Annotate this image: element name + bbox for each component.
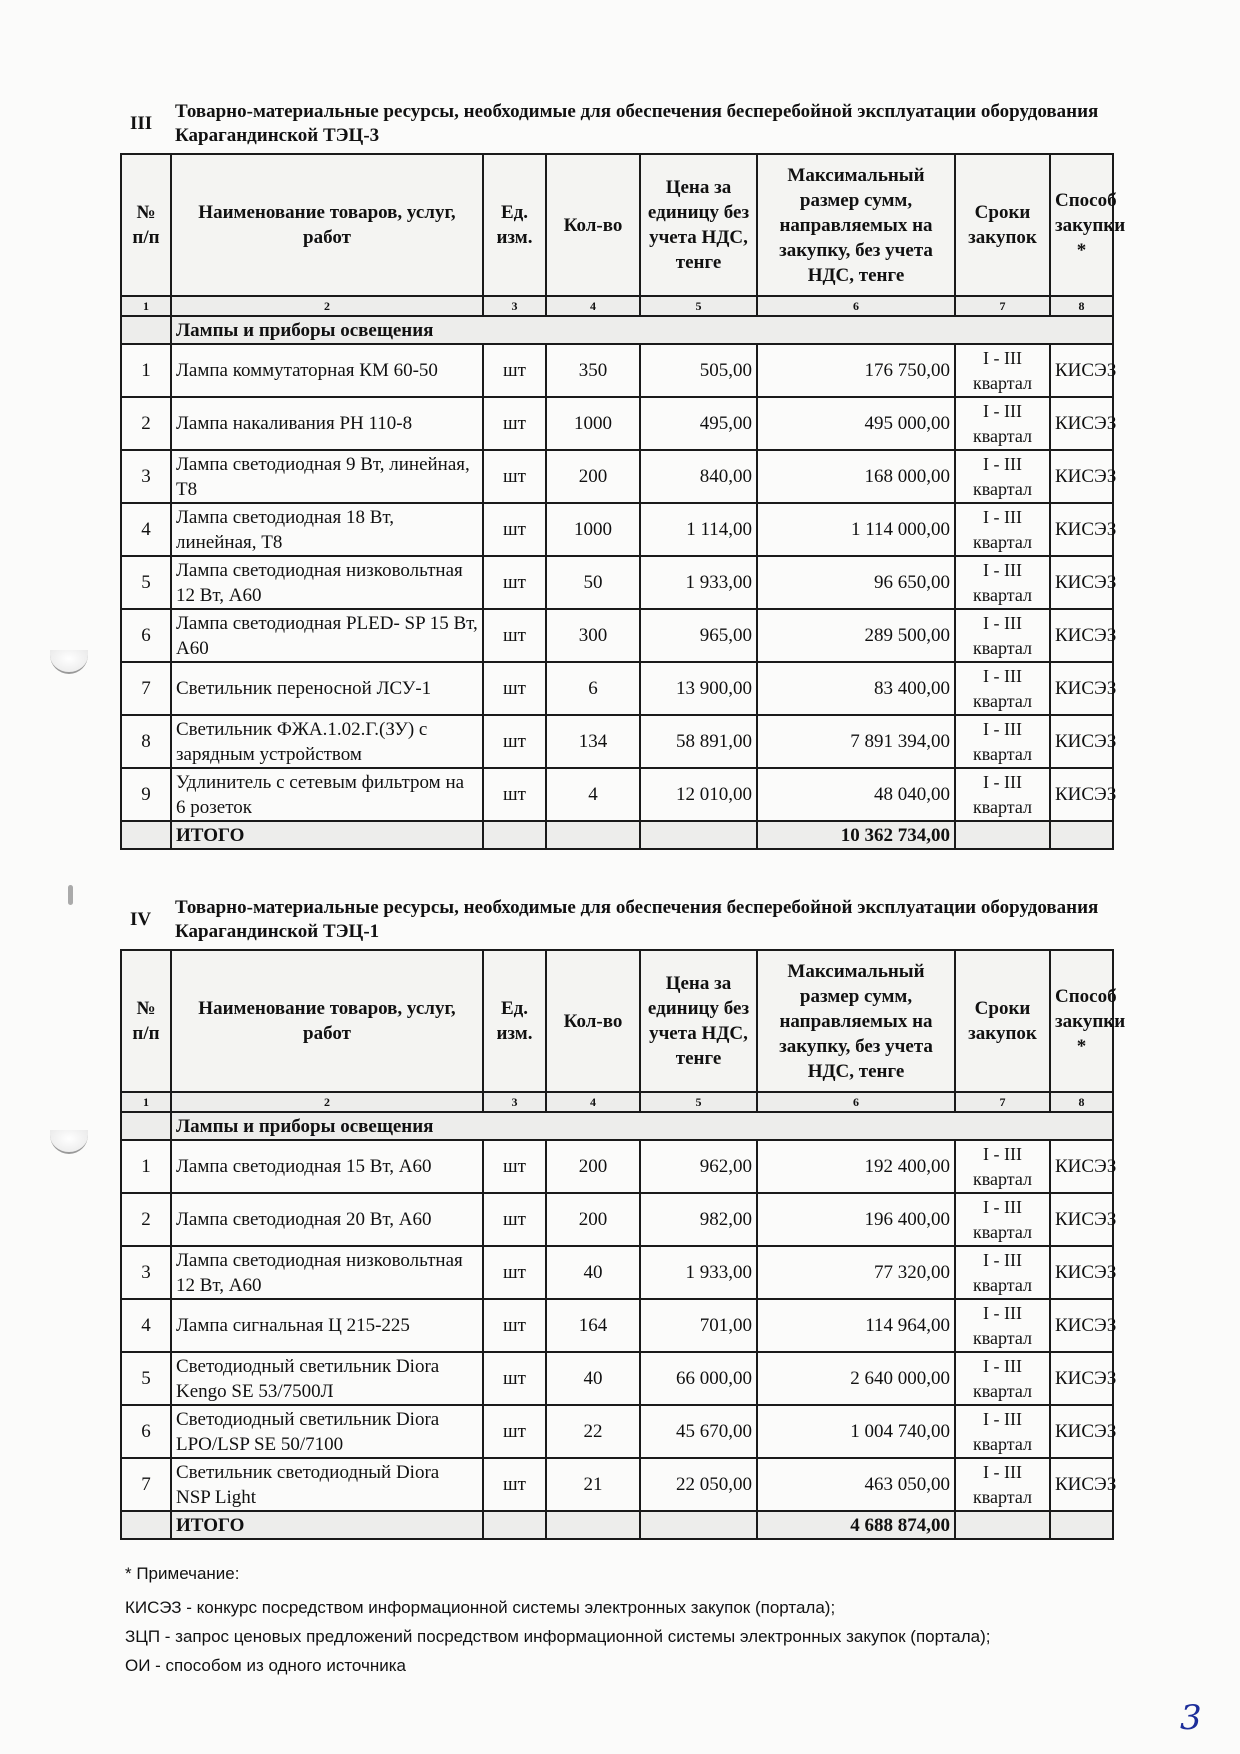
col-header-method: Способ закупки * bbox=[1050, 950, 1113, 1092]
item-term: I - III квартал bbox=[955, 609, 1050, 662]
item-max-sum: 77 320,00 bbox=[757, 1246, 955, 1299]
col-number: 7 bbox=[955, 296, 1050, 316]
section-title: Товарно-материальные ресурсы, необходимые для обеспечения бесперебойной эксплуатации оборудования Карагандинской ТЭЦ-3 bbox=[175, 101, 1099, 146]
item-quantity: 6 bbox=[546, 662, 640, 715]
item-unit-price: 22 050,00 bbox=[640, 1458, 757, 1511]
item-unit: шт bbox=[483, 503, 546, 556]
item-unit: шт bbox=[483, 556, 546, 609]
item-method: КИСЭЗ bbox=[1050, 662, 1113, 715]
item-term: I - III квартал bbox=[955, 1140, 1050, 1193]
item-unit-price: 1 933,00 bbox=[640, 1246, 757, 1299]
item-unit: шт bbox=[483, 768, 546, 821]
group-row bbox=[121, 316, 1113, 344]
item-method: КИСЭЗ bbox=[1050, 768, 1113, 821]
col-number: 5 bbox=[640, 296, 757, 316]
table-row bbox=[121, 1140, 1113, 1193]
table-row bbox=[121, 1246, 1113, 1299]
item-max-sum: 114 964,00 bbox=[757, 1299, 955, 1352]
row-number: 8 bbox=[121, 715, 171, 768]
row-number: 7 bbox=[121, 662, 171, 715]
item-name: Лампа светодиодная 20 Вт, А60 bbox=[171, 1193, 483, 1246]
item-unit: шт bbox=[483, 1458, 546, 1511]
item-unit-price: 505,00 bbox=[640, 344, 757, 397]
item-method: КИСЭЗ bbox=[1050, 1193, 1113, 1246]
item-unit: шт bbox=[483, 715, 546, 768]
item-unit-price: 840,00 bbox=[640, 450, 757, 503]
total-value: 4 688 874,00 bbox=[757, 1511, 955, 1539]
row-number: 2 bbox=[121, 397, 171, 450]
col-number: 4 bbox=[546, 296, 640, 316]
item-name: Светодиодный светильник Diora Kengo SE 53/7500Л bbox=[171, 1352, 483, 1405]
item-quantity: 1000 bbox=[546, 503, 640, 556]
col-header-unit: Ед. изм. bbox=[483, 154, 546, 296]
section-number: IV bbox=[130, 909, 152, 930]
item-max-sum: 495 000,00 bbox=[757, 397, 955, 450]
binder-hole-icon bbox=[50, 1130, 88, 1154]
col-number: 1 bbox=[121, 1092, 171, 1112]
group-row bbox=[121, 1112, 1113, 1140]
item-method: КИСЭЗ bbox=[1050, 715, 1113, 768]
row-number: 4 bbox=[121, 1299, 171, 1352]
col-header-name: Наименование товаров, услуг, работ bbox=[171, 154, 483, 296]
table-row bbox=[121, 1299, 1113, 1352]
item-quantity: 200 bbox=[546, 450, 640, 503]
table-row bbox=[121, 503, 1113, 556]
table-row bbox=[121, 609, 1113, 662]
item-name: Светильник переносной ЛСУ-1 bbox=[171, 662, 483, 715]
item-term: I - III квартал bbox=[955, 1246, 1050, 1299]
table-row bbox=[121, 1405, 1113, 1458]
col-header-qty: Кол-во bbox=[546, 950, 640, 1092]
row-number: 1 bbox=[121, 1140, 171, 1193]
item-unit: шт bbox=[483, 450, 546, 503]
item-max-sum: 463 050,00 bbox=[757, 1458, 955, 1511]
item-name: Светодиодный светильник Diora LPO/LSP SE 50/7100 bbox=[171, 1405, 483, 1458]
col-number: 5 bbox=[640, 1092, 757, 1112]
item-name: Лампа коммутаторная КМ 60-50 bbox=[171, 344, 483, 397]
col-number: 7 bbox=[955, 1092, 1050, 1112]
item-max-sum: 289 500,00 bbox=[757, 609, 955, 662]
table-row bbox=[121, 715, 1113, 768]
column-number-row bbox=[121, 296, 1113, 316]
item-term: I - III квартал bbox=[955, 1299, 1050, 1352]
staple-mark bbox=[68, 885, 73, 905]
item-term: I - III квартал bbox=[955, 556, 1050, 609]
col-header-price: Цена за единицу без учета НДС, тенге bbox=[640, 154, 757, 296]
col-number: 3 bbox=[483, 296, 546, 316]
item-unit: шт bbox=[483, 344, 546, 397]
table-row bbox=[121, 1193, 1113, 1246]
item-name: Лампа светодиодная PLED- SP 15 Вт, А60 bbox=[171, 609, 483, 662]
notes-heading: * Примечание: bbox=[125, 1564, 240, 1583]
col-header-num: № п/п bbox=[121, 950, 171, 1092]
item-unit-price: 701,00 bbox=[640, 1299, 757, 1352]
item-name: Удлинитель с сетевым фильтром на 6 розеток bbox=[171, 768, 483, 821]
page-number: 3 bbox=[1180, 1698, 1202, 1738]
col-header-price: Цена за единицу без учета НДС, тенге bbox=[640, 950, 757, 1092]
item-name: Лампа накаливания РН 110-8 bbox=[171, 397, 483, 450]
item-name: Светильник светодиодный Diora NSP Light bbox=[171, 1458, 483, 1511]
item-quantity: 40 bbox=[546, 1246, 640, 1299]
total-label: ИТОГО bbox=[171, 1511, 483, 1539]
item-unit-price: 982,00 bbox=[640, 1193, 757, 1246]
col-header-term: Сроки закупок bbox=[955, 154, 1050, 296]
row-number: 9 bbox=[121, 768, 171, 821]
item-unit: шт bbox=[483, 1352, 546, 1405]
item-unit-price: 66 000,00 bbox=[640, 1352, 757, 1405]
item-quantity: 4 bbox=[546, 768, 640, 821]
item-quantity: 300 bbox=[546, 609, 640, 662]
item-max-sum: 48 040,00 bbox=[757, 768, 955, 821]
col-header-term: Сроки закупок bbox=[955, 950, 1050, 1092]
col-header-method: Способ закупки * bbox=[1050, 154, 1113, 296]
total-value: 10 362 734,00 bbox=[757, 821, 955, 849]
item-max-sum: 168 000,00 bbox=[757, 450, 955, 503]
procurement-table-iv bbox=[120, 949, 1126, 1540]
item-term: I - III квартал bbox=[955, 450, 1050, 503]
item-quantity: 200 bbox=[546, 1140, 640, 1193]
table-row bbox=[121, 662, 1113, 715]
note-line: ЗЦП - запрос ценовых предложений посредством информационной системы электронных закупок (портала); bbox=[125, 1627, 991, 1646]
col-header-num: № п/п bbox=[121, 154, 171, 296]
item-unit: шт bbox=[483, 1299, 546, 1352]
row-number: 4 bbox=[121, 503, 171, 556]
row-number: 6 bbox=[121, 609, 171, 662]
item-name: Лампа светодиодная низковольтная 12 Вт, А60 bbox=[171, 556, 483, 609]
total-row bbox=[121, 1511, 1113, 1539]
table-row bbox=[121, 344, 1113, 397]
section-title: Товарно-материальные ресурсы, необходимые для обеспечения бесперебойной эксплуатации оборудования Карагандинской ТЭЦ-1 bbox=[175, 897, 1099, 942]
item-name: Светильник ФЖА.1.02.Г.(ЗУ) с зарядным устройством bbox=[171, 715, 483, 768]
item-max-sum: 2 640 000,00 bbox=[757, 1352, 955, 1405]
section-header-iv bbox=[130, 896, 1130, 944]
item-unit: шт bbox=[483, 662, 546, 715]
col-number: 8 bbox=[1050, 1092, 1113, 1112]
item-quantity: 50 bbox=[546, 556, 640, 609]
item-method: КИСЭЗ bbox=[1050, 609, 1113, 662]
item-quantity: 200 bbox=[546, 1193, 640, 1246]
item-method: КИСЭЗ bbox=[1050, 397, 1113, 450]
table-row bbox=[121, 450, 1113, 503]
item-unit-price: 1 933,00 bbox=[640, 556, 757, 609]
row-number: 5 bbox=[121, 556, 171, 609]
item-method: КИСЭЗ bbox=[1050, 556, 1113, 609]
item-term: I - III квартал bbox=[955, 344, 1050, 397]
item-unit: шт bbox=[483, 609, 546, 662]
note-line: ОИ - способом из одного источника bbox=[125, 1656, 406, 1675]
col-number: 2 bbox=[171, 1092, 483, 1112]
item-term: I - III квартал bbox=[955, 397, 1050, 450]
item-unit-price: 965,00 bbox=[640, 609, 757, 662]
item-unit-price: 45 670,00 bbox=[640, 1405, 757, 1458]
row-number: 3 bbox=[121, 1246, 171, 1299]
section-number: III bbox=[130, 113, 153, 134]
item-method: КИСЭЗ bbox=[1050, 1299, 1113, 1352]
footnotes bbox=[125, 1560, 1125, 1681]
item-max-sum: 192 400,00 bbox=[757, 1140, 955, 1193]
item-max-sum: 196 400,00 bbox=[757, 1193, 955, 1246]
item-unit-price: 962,00 bbox=[640, 1140, 757, 1193]
item-method: КИСЭЗ bbox=[1050, 1405, 1113, 1458]
item-term: I - III квартал bbox=[955, 662, 1050, 715]
item-quantity: 1000 bbox=[546, 397, 640, 450]
item-method: КИСЭЗ bbox=[1050, 503, 1113, 556]
item-quantity: 350 bbox=[546, 344, 640, 397]
item-unit: шт bbox=[483, 1246, 546, 1299]
note-line: КИСЭЗ - конкурс посредством информационной системы электронных закупок (портала); bbox=[125, 1598, 836, 1617]
item-unit-price: 13 900,00 bbox=[640, 662, 757, 715]
item-method: КИСЭЗ bbox=[1050, 450, 1113, 503]
col-number: 3 bbox=[483, 1092, 546, 1112]
col-header-max-sum: Максимальный размер сумм, направляемых на закупку, без учета НДС, тенге bbox=[757, 154, 955, 296]
item-term: I - III квартал bbox=[955, 1193, 1050, 1246]
row-number: 7 bbox=[121, 1458, 171, 1511]
item-max-sum: 176 750,00 bbox=[757, 344, 955, 397]
item-term: I - III квартал bbox=[955, 1352, 1050, 1405]
item-unit: шт bbox=[483, 1193, 546, 1246]
item-quantity: 21 bbox=[546, 1458, 640, 1511]
item-max-sum: 1 114 000,00 bbox=[757, 503, 955, 556]
item-name: Лампа сигнальная Ц 215-225 bbox=[171, 1299, 483, 1352]
table-row bbox=[121, 556, 1113, 609]
col-header-name: Наименование товаров, услуг, работ bbox=[171, 950, 483, 1092]
item-max-sum: 7 891 394,00 bbox=[757, 715, 955, 768]
header-row bbox=[121, 950, 1113, 1092]
procurement-table-iii bbox=[120, 153, 1126, 850]
col-number: 4 bbox=[546, 1092, 640, 1112]
table-row bbox=[121, 768, 1113, 821]
item-term: I - III квартал bbox=[955, 715, 1050, 768]
table-row bbox=[121, 397, 1113, 450]
item-quantity: 134 bbox=[546, 715, 640, 768]
item-max-sum: 96 650,00 bbox=[757, 556, 955, 609]
col-header-qty: Кол-во bbox=[546, 154, 640, 296]
group-title: Лампы и приборы освещения bbox=[171, 316, 1113, 344]
item-term: I - III квартал bbox=[955, 1405, 1050, 1458]
col-number: 8 bbox=[1050, 296, 1113, 316]
group-title: Лампы и приборы освещения bbox=[171, 1112, 1113, 1140]
item-method: КИСЭЗ bbox=[1050, 1140, 1113, 1193]
header-row bbox=[121, 154, 1113, 296]
row-number: 6 bbox=[121, 1405, 171, 1458]
row-number: 2 bbox=[121, 1193, 171, 1246]
col-header-unit: Ед. изм. bbox=[483, 950, 546, 1092]
item-unit: шт bbox=[483, 397, 546, 450]
item-method: КИСЭЗ bbox=[1050, 344, 1113, 397]
table-row bbox=[121, 1458, 1113, 1511]
item-term: I - III квартал bbox=[955, 503, 1050, 556]
row-number: 5 bbox=[121, 1352, 171, 1405]
item-quantity: 164 bbox=[546, 1299, 640, 1352]
row-number: 3 bbox=[121, 450, 171, 503]
item-method: КИСЭЗ bbox=[1050, 1352, 1113, 1405]
item-unit-price: 1 114,00 bbox=[640, 503, 757, 556]
item-unit: шт bbox=[483, 1140, 546, 1193]
table-row bbox=[121, 1352, 1113, 1405]
item-name: Лампа светодиодная 9 Вт, линейная, Т8 bbox=[171, 450, 483, 503]
item-name: Лампа светодиодная 18 Вт, линейная, Т8 bbox=[171, 503, 483, 556]
row-number: 1 bbox=[121, 344, 171, 397]
item-max-sum: 83 400,00 bbox=[757, 662, 955, 715]
section-header-iii bbox=[130, 100, 1130, 148]
col-header-max-sum: Максимальный размер сумм, направляемых на закупку, без учета НДС, тенге bbox=[757, 950, 955, 1092]
item-term: I - III квартал bbox=[955, 768, 1050, 821]
total-label: ИТОГО bbox=[171, 821, 483, 849]
item-unit: шт bbox=[483, 1405, 546, 1458]
item-unit-price: 58 891,00 bbox=[640, 715, 757, 768]
column-number-row bbox=[121, 1092, 1113, 1112]
col-number: 6 bbox=[757, 1092, 955, 1112]
item-name: Лампа светодиодная 15 Вт, А60 bbox=[171, 1140, 483, 1193]
col-number: 1 bbox=[121, 296, 171, 316]
col-number: 2 bbox=[171, 296, 483, 316]
item-max-sum: 1 004 740,00 bbox=[757, 1405, 955, 1458]
total-row bbox=[121, 821, 1113, 849]
binder-hole-icon bbox=[50, 650, 88, 674]
item-name: Лампа светодиодная низковольтная 12 Вт, А60 bbox=[171, 1246, 483, 1299]
col-number: 6 bbox=[757, 296, 955, 316]
item-unit-price: 495,00 bbox=[640, 397, 757, 450]
item-method: КИСЭЗ bbox=[1050, 1246, 1113, 1299]
item-unit-price: 12 010,00 bbox=[640, 768, 757, 821]
item-method: КИСЭЗ bbox=[1050, 1458, 1113, 1511]
item-quantity: 40 bbox=[546, 1352, 640, 1405]
item-quantity: 22 bbox=[546, 1405, 640, 1458]
item-term: I - III квартал bbox=[955, 1458, 1050, 1511]
